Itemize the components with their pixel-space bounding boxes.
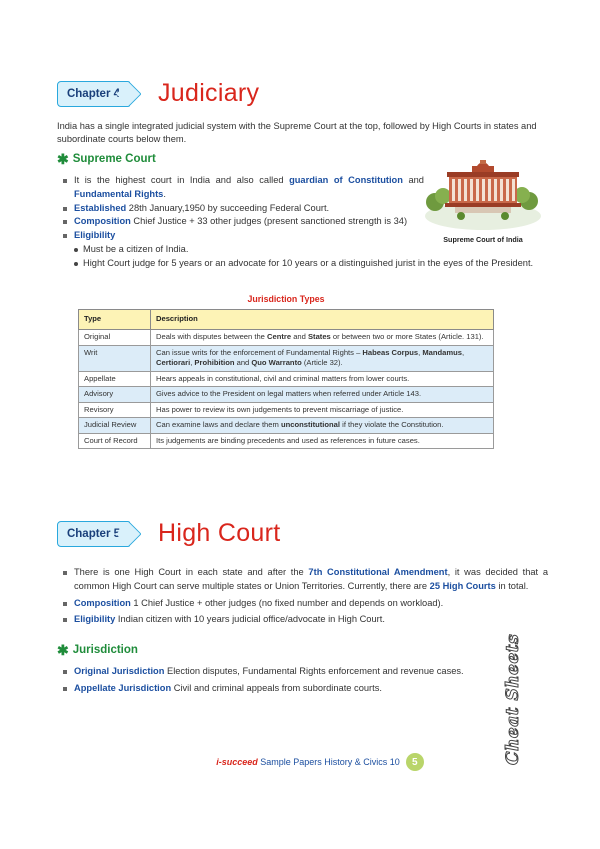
high-court-list bbox=[62, 566, 548, 627]
text: Chief Justice + 33 other judges (present sanctioned strength is 34) bbox=[130, 216, 408, 227]
column-header: Description bbox=[151, 310, 494, 330]
table-row bbox=[79, 433, 494, 449]
type-cell: Revisory bbox=[79, 402, 151, 418]
table-row bbox=[79, 418, 494, 434]
list-item: Must be a citizen of India. bbox=[73, 243, 561, 257]
list-item: Appellate Jurisdiction Civil and criminal appeals from subordinate courts. bbox=[62, 682, 548, 696]
table-row bbox=[79, 345, 494, 371]
type-cell: Court of Record bbox=[79, 433, 151, 449]
list-item bbox=[62, 202, 424, 216]
list-item: Hight Court judge for 5 years or an advocate for 10 years or a distinguished jurist in the eyes of the President. bbox=[73, 257, 561, 271]
section-heading-label: Jurisdiction bbox=[72, 644, 138, 656]
description-cell: Deals with disputes between the Centre and States or between two or more States (Article. 131). bbox=[151, 330, 494, 346]
chapter-header bbox=[57, 79, 259, 108]
asterisk-icon: ✱ bbox=[57, 151, 69, 167]
list-item bbox=[62, 215, 424, 229]
keyword: Established bbox=[74, 202, 127, 213]
section-heading-jurisdiction bbox=[57, 643, 138, 657]
type-cell: Writ bbox=[79, 345, 151, 371]
text: and bbox=[402, 175, 424, 185]
list-item bbox=[62, 174, 424, 202]
section-heading-label: Supreme Court bbox=[72, 153, 156, 165]
list-item: Composition 1 Chief Justice + other judges (no fixed number and depends on workload). bbox=[62, 597, 548, 611]
supreme-court-list bbox=[62, 174, 424, 243]
type-cell: Appellate bbox=[79, 371, 151, 387]
description-cell: Has power to review its own judgements to prevent miscarriage of justice. bbox=[151, 402, 494, 418]
description-cell: Hears appeals in constitutional, civil and criminal matters from lower courts. bbox=[151, 371, 494, 387]
chapter-header bbox=[57, 519, 281, 548]
type-cell: Advisory bbox=[79, 387, 151, 403]
table-row bbox=[79, 387, 494, 403]
table-row bbox=[79, 371, 494, 387]
page-footer bbox=[0, 753, 600, 771]
chapter-title: Judiciary bbox=[158, 79, 260, 107]
list-item bbox=[62, 229, 424, 243]
type-cell: Judicial Review bbox=[79, 418, 151, 434]
list-item: Eligibility Indian citizen with 10 years judicial office/advocate in High Court. bbox=[62, 613, 548, 627]
description-cell: Can examine laws and declare them unconstitutional if they violate the Constitution. bbox=[151, 418, 494, 434]
keyword: guardian of Constitution bbox=[289, 175, 403, 185]
description-cell: Its judgements are binding precedents and used as references in future cases. bbox=[151, 433, 494, 449]
table-row bbox=[79, 330, 494, 346]
supreme-court-image bbox=[425, 158, 541, 230]
keyword: Eligibility bbox=[74, 230, 116, 241]
footer-text: i-succeed Sample Papers History & Civics 10 bbox=[216, 757, 400, 767]
text: It is the highest court in India and also called bbox=[74, 175, 290, 185]
eligibility-sublist bbox=[73, 243, 561, 271]
table-header-row bbox=[79, 310, 494, 330]
table-title: Jurisdiction Types bbox=[247, 294, 325, 304]
list-item: Original Jurisdiction Election disputes, Fundamental Rights enforcement and revenue cases. bbox=[62, 665, 548, 679]
jurisdiction-table bbox=[78, 309, 494, 449]
text: 28th January,1950 by succeeding Federal Court. bbox=[126, 202, 330, 213]
column-header: Type bbox=[79, 310, 151, 330]
type-cell: Original bbox=[79, 330, 151, 346]
description-cell: Can issue writs for the enforcement of Fundamental Rights – Habeas Corpus, Mandamus, Certiorari, Prohibition and Quo Warranto (Article 32). bbox=[151, 345, 494, 371]
keyword: Composition bbox=[74, 216, 131, 227]
list-item: There is one High Court in each state and after the 7th Constitutional Amendment, it was decided that a common High Court can serve multiple states or Union Territories. Currently, there are 25 High Courts in total. bbox=[62, 566, 548, 594]
description-cell: Gives advice to the President on legal matters when referred under Article 143. bbox=[151, 387, 494, 403]
keyword: Fundamental Rights bbox=[74, 188, 164, 199]
image-caption: Supreme Court of India bbox=[443, 235, 523, 244]
jurisdiction-list bbox=[62, 665, 548, 696]
section-heading-supreme-court bbox=[57, 152, 156, 166]
table-row bbox=[79, 402, 494, 418]
intro-paragraph: India has a single integrated judicial system with the Supreme Court at the top, followed by High Courts in states and subordinate courts below them. bbox=[57, 121, 537, 144]
chapter-title: High Court bbox=[158, 519, 281, 547]
cheat-sheets-tag: Cheat Sheets bbox=[503, 633, 523, 765]
chapter-badge: Chapter 5 bbox=[57, 521, 130, 547]
page-number: 5 bbox=[406, 753, 424, 771]
chapter-badge: Chapter 4 bbox=[57, 81, 130, 107]
text: . bbox=[163, 188, 166, 199]
brand-name: i-succeed bbox=[216, 757, 258, 767]
asterisk-icon: ✱ bbox=[57, 642, 69, 658]
